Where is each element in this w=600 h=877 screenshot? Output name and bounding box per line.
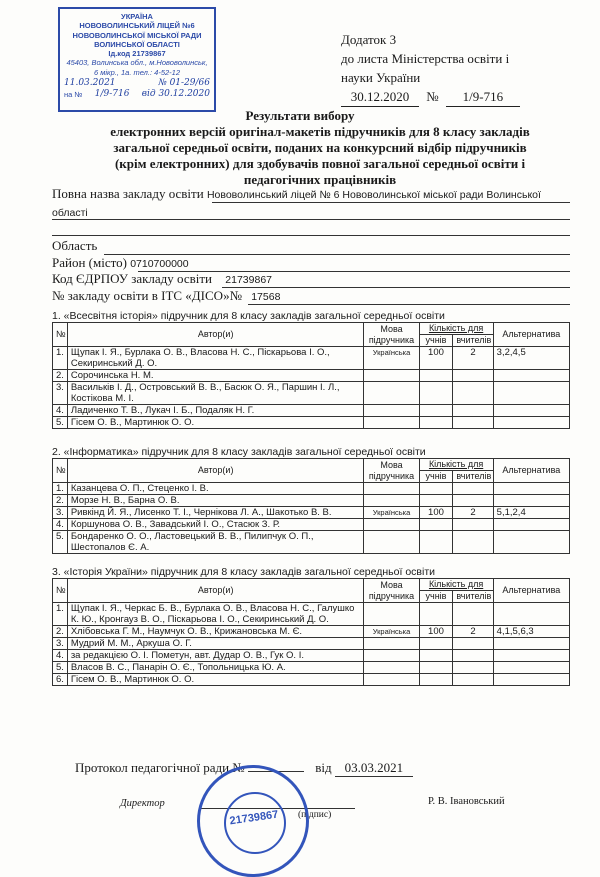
table-row bbox=[53, 507, 570, 519]
row-teachers bbox=[453, 495, 493, 507]
row-students bbox=[419, 531, 453, 554]
row-students bbox=[419, 382, 453, 405]
row-language bbox=[364, 662, 419, 674]
stamp-address2: 6 мікр., 1а. тел.: 4-52-12 bbox=[93, 67, 181, 77]
row-author: Хлібовська Г. М., Наумчук О. В., Крижановська М. Є. bbox=[67, 626, 364, 638]
row-number: 4. bbox=[53, 405, 68, 417]
row-alternative: 4,1,5,6,3 bbox=[493, 626, 569, 638]
col-header-students: учнів bbox=[419, 335, 453, 347]
stamp-date-in: 11.03.2021 bbox=[64, 78, 116, 89]
col-header-num: № bbox=[53, 323, 68, 347]
row-author: Ладиченко Т. В., Лукач І. Б., Подаляк Н. Г. bbox=[67, 405, 364, 417]
row-number: 4. bbox=[53, 519, 68, 531]
addendum-number: 1/9-716 bbox=[446, 87, 520, 107]
row-teachers: 2 bbox=[453, 507, 493, 519]
document-subtitle: електронних версій оригінал-макетів підручників для 8 класу закладів загальної середньої освіти, поданих на конкурсний відбір підручників (крім електронних) для здобувачів повної загальної середньої освіти і педагогічних працівників bbox=[110, 124, 530, 187]
section-title-3: 3. «Історія України» підручник для 8 класу закладів загальної середньої освіти bbox=[52, 566, 435, 578]
table-row bbox=[53, 519, 570, 531]
row-teachers bbox=[453, 417, 493, 429]
row-language bbox=[364, 531, 419, 554]
row-teachers bbox=[453, 650, 493, 662]
row-teachers bbox=[453, 674, 493, 686]
row-teachers bbox=[453, 531, 493, 554]
table-row bbox=[53, 382, 570, 405]
row-students bbox=[419, 405, 453, 417]
row-language bbox=[364, 370, 419, 382]
row-language bbox=[364, 382, 419, 405]
row-teachers: 2 bbox=[453, 347, 493, 370]
addendum-line1: Додаток 3 bbox=[341, 32, 397, 47]
col-header-num: № bbox=[53, 579, 68, 603]
row-language bbox=[364, 405, 419, 417]
row-language bbox=[364, 417, 419, 429]
col-header-alt: Альтернатива bbox=[493, 459, 569, 483]
col-header-author: Автор(и) bbox=[67, 579, 364, 603]
row-alternative bbox=[493, 370, 569, 382]
table-row bbox=[53, 674, 570, 686]
col-header-qty: Кількість для bbox=[419, 459, 493, 471]
row-author: Щупак І. Я., Бурлака О. В., Власова Н. С., Піскарьова І. О., Секиринський Д. О. bbox=[67, 347, 364, 370]
table-row bbox=[53, 405, 570, 417]
row-students bbox=[419, 417, 453, 429]
addendum-num-sign: № bbox=[426, 89, 439, 104]
col-header-qty: Кількість для bbox=[419, 579, 493, 591]
section-title-2: 2. «Інформатика» підручник для 8 класу закладів загальної середньої освіти bbox=[52, 446, 426, 458]
stamp-num-in: № 01-29/66 bbox=[158, 78, 210, 89]
col-header-students: учнів bbox=[419, 471, 453, 483]
row-alternative bbox=[493, 495, 569, 507]
table-row bbox=[53, 417, 570, 429]
row-teachers bbox=[453, 370, 493, 382]
row-students bbox=[419, 495, 453, 507]
addendum-line3: науки України bbox=[341, 70, 421, 85]
row-language bbox=[364, 638, 419, 650]
row-students: 100 bbox=[419, 626, 453, 638]
row-number: 5. bbox=[53, 417, 68, 429]
row-students bbox=[419, 519, 453, 531]
table-row bbox=[53, 626, 570, 638]
row-number: 1. bbox=[53, 483, 68, 495]
addendum-ref bbox=[341, 87, 520, 107]
row-teachers bbox=[453, 405, 493, 417]
row-language: Українська bbox=[364, 626, 419, 638]
row-number: 1. bbox=[53, 603, 68, 626]
stamp-date-out: від 30.12.2020 bbox=[141, 89, 210, 100]
stamp-incoming-row bbox=[60, 79, 214, 88]
itc-field bbox=[52, 288, 570, 305]
row-alternative bbox=[493, 417, 569, 429]
row-alternative bbox=[493, 674, 569, 686]
row-students bbox=[419, 603, 453, 626]
seal-code: 21739867 bbox=[228, 808, 280, 828]
stamp-code: Ід.код 21739867 bbox=[108, 49, 166, 59]
table-header-row bbox=[53, 459, 570, 471]
row-language bbox=[364, 650, 419, 662]
row-students bbox=[419, 650, 453, 662]
school-name-label: Повна назва закладу освіти bbox=[52, 186, 204, 201]
row-students bbox=[419, 674, 453, 686]
row-author: Коршунова О. В., Завадський І. О., Стасюк З. Р. bbox=[67, 519, 364, 531]
director-name: Р. В. Івановський bbox=[428, 796, 505, 807]
row-alternative bbox=[493, 483, 569, 495]
row-teachers bbox=[453, 382, 493, 405]
row-alternative: 5,1,2,4 bbox=[493, 507, 569, 519]
table-header-row bbox=[53, 579, 570, 591]
table-row bbox=[53, 347, 570, 370]
row-author: Казанцева О. П., Стеценко І. В. bbox=[67, 483, 364, 495]
oblast-label: Область bbox=[52, 238, 98, 253]
row-students bbox=[419, 638, 453, 650]
stamp-country: УКРАЇНА bbox=[121, 12, 153, 21]
row-teachers: 2 bbox=[453, 626, 493, 638]
district-value: 0710700000 bbox=[130, 258, 189, 270]
stamp-line1: НОВОВОЛИНСЬКИЙ ЛІЦЕЙ №6 bbox=[79, 21, 195, 31]
row-number: 6. bbox=[53, 674, 68, 686]
row-alternative bbox=[493, 650, 569, 662]
stamp-outgoing-row bbox=[60, 90, 214, 99]
edrpou-value: 21739867 bbox=[225, 274, 272, 286]
row-alternative bbox=[493, 603, 569, 626]
col-header-teachers: вчителів bbox=[453, 591, 493, 603]
col-header-lang: Мова підручника bbox=[364, 323, 419, 347]
row-language bbox=[364, 603, 419, 626]
protocol-label: Протокол педагогічної ради № bbox=[75, 760, 245, 775]
col-header-teachers: вчителів bbox=[453, 335, 493, 347]
row-alternative bbox=[493, 405, 569, 417]
stamp-num-out: 1/9-716 bbox=[94, 89, 130, 100]
school-name-field-line2 bbox=[52, 204, 570, 220]
school-name-value2: області bbox=[52, 207, 88, 219]
director-label: Директор bbox=[120, 798, 165, 809]
col-header-author: Автор(и) bbox=[67, 459, 364, 483]
row-number: 2. bbox=[53, 370, 68, 382]
row-language bbox=[364, 483, 419, 495]
table-row bbox=[53, 662, 570, 674]
row-alternative bbox=[493, 519, 569, 531]
registration-stamp bbox=[58, 7, 216, 112]
row-students: 100 bbox=[419, 347, 453, 370]
row-language bbox=[364, 519, 419, 531]
school-name-field bbox=[52, 186, 570, 203]
itc-label: № закладу освіти в ІТС «ДІСО»№ bbox=[52, 288, 242, 303]
row-author: Бондаренко О. О., Ластовецький В. В., Пилипчук О. П., Шестопалов Є. А. bbox=[67, 531, 364, 554]
addendum-line2: до листа Міністерства освіти і bbox=[341, 51, 510, 66]
row-number: 4. bbox=[53, 650, 68, 662]
row-number: 3. bbox=[53, 382, 68, 405]
row-number: 5. bbox=[53, 531, 68, 554]
protocol-date: 03.03.2021 bbox=[335, 760, 413, 777]
itc-value: 17568 bbox=[251, 291, 281, 303]
table-row bbox=[53, 638, 570, 650]
row-author: Гісем О. В., Мартинюк О. О. bbox=[67, 417, 364, 429]
row-alternative bbox=[493, 638, 569, 650]
row-students bbox=[419, 662, 453, 674]
results-table-ukraine-history bbox=[52, 578, 570, 686]
results-table-world-history bbox=[52, 322, 570, 429]
table-row bbox=[53, 370, 570, 382]
row-author: Гісем О. В., Мартинюк О. О. bbox=[67, 674, 364, 686]
row-students: 100 bbox=[419, 507, 453, 519]
addendum-date: 30.12.2020 bbox=[341, 87, 419, 107]
row-author: Мудрий М. М., Аркуша О. Г. bbox=[67, 638, 364, 650]
row-teachers bbox=[453, 603, 493, 626]
row-language: Українська bbox=[364, 347, 419, 370]
row-students bbox=[419, 483, 453, 495]
row-language bbox=[364, 674, 419, 686]
protocol-from: від bbox=[315, 760, 332, 775]
edrpou-field bbox=[52, 271, 570, 288]
row-number: 2. bbox=[53, 626, 68, 638]
table-row bbox=[53, 650, 570, 662]
table-row bbox=[53, 531, 570, 554]
row-number: 2. bbox=[53, 495, 68, 507]
stamp-line3: ВОЛИНСЬКОЇ ОБЛАСТІ bbox=[94, 39, 180, 49]
row-alternative bbox=[493, 662, 569, 674]
school-name-value: Нововолинський ліцей № 6 Нововолинської міської ради Волинської bbox=[206, 189, 541, 201]
row-number: 5. bbox=[53, 662, 68, 674]
row-number: 1. bbox=[53, 347, 68, 370]
table-header-row bbox=[53, 323, 570, 335]
stamp-line2: НОВОВОЛИНСЬКОЇ МІСЬКОЇ РАДИ bbox=[72, 30, 202, 40]
row-author: Морзе Н. В., Барна О. В. bbox=[67, 495, 364, 507]
row-author: Сорочинська Н. М. bbox=[67, 370, 364, 382]
col-header-alt: Альтернатива bbox=[493, 579, 569, 603]
document-title: Результати вибору bbox=[245, 108, 355, 123]
row-author: Власов В. С., Панарін О. Є., Топольницька Ю. А. bbox=[67, 662, 364, 674]
col-header-alt: Альтернатива bbox=[493, 323, 569, 347]
edrpou-label: Код ЄДРПОУ закладу освіти bbox=[52, 271, 213, 286]
section-title-1: 1. «Всесвітня історія» підручник для 8 класу закладів загальної середньої освіти bbox=[52, 310, 445, 322]
oblast-field bbox=[52, 238, 570, 255]
row-alternative bbox=[493, 382, 569, 405]
stamp-num-label: на № bbox=[64, 90, 83, 100]
results-table-informatics bbox=[52, 458, 570, 554]
row-author: за редакцією О. І. Пометун, авт. Дудар О. В., Гук О. І. bbox=[67, 650, 364, 662]
signature-label: (підпис) bbox=[298, 810, 332, 820]
col-header-teachers: вчителів bbox=[453, 471, 493, 483]
col-header-qty: Кількість для bbox=[419, 323, 493, 335]
col-header-num: № bbox=[53, 459, 68, 483]
blank-line bbox=[52, 222, 570, 236]
row-number: 3. bbox=[53, 638, 68, 650]
school-seal bbox=[197, 765, 309, 877]
row-author: Щупак І. Я., Черкас Б. В., Бурлака О. В., Власова Н. С., Галушко К. Ю., Кронгауз В. О., Піскарьова І. О., Секиринський Д. О. bbox=[67, 603, 364, 626]
row-teachers bbox=[453, 483, 493, 495]
table-row bbox=[53, 483, 570, 495]
row-teachers bbox=[453, 662, 493, 674]
row-teachers bbox=[453, 519, 493, 531]
col-header-author: Автор(и) bbox=[67, 323, 364, 347]
col-header-students: учнів bbox=[419, 591, 453, 603]
row-teachers bbox=[453, 638, 493, 650]
addendum-block bbox=[341, 30, 520, 107]
row-language bbox=[364, 495, 419, 507]
col-header-lang: Мова підручника bbox=[364, 579, 419, 603]
row-author: Васильків І. Д., Островський В. В., Басюк О. Я., Паршин І. Л., Костікова М. І. bbox=[67, 382, 364, 405]
row-alternative bbox=[493, 531, 569, 554]
table-row bbox=[53, 603, 570, 626]
row-students bbox=[419, 370, 453, 382]
row-number: 3. bbox=[53, 507, 68, 519]
row-alternative: 3,2,4,5 bbox=[493, 347, 569, 370]
row-language: Українська bbox=[364, 507, 419, 519]
col-header-lang: Мова підручника bbox=[364, 459, 419, 483]
row-author: Ривкінд Й. Я., Лисенко Т. І., Чернікова Л. А., Шакотько В. В. bbox=[67, 507, 364, 519]
table-row bbox=[53, 495, 570, 507]
district-field bbox=[52, 255, 570, 272]
district-label: Район (місто) bbox=[52, 255, 127, 270]
stamp-address1: 45403, Волинська обл., м.Нововолинськ, bbox=[66, 58, 208, 68]
